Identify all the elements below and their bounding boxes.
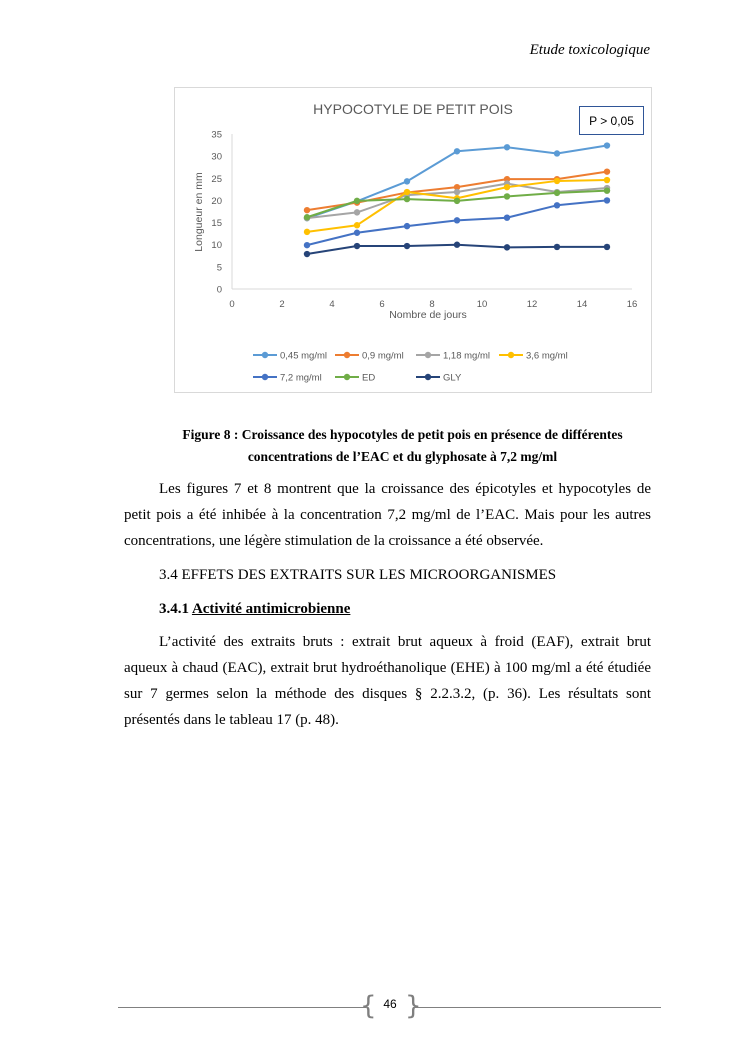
y-tick-label: 5 <box>216 262 222 274</box>
data-point <box>554 190 560 196</box>
legend-marker <box>425 352 431 358</box>
y-tick-label: 10 <box>211 240 222 252</box>
legend-entry <box>335 373 375 384</box>
data-point <box>604 177 610 183</box>
legend-entry <box>335 351 404 362</box>
data-point <box>504 244 510 250</box>
x-tick-label: 2 <box>279 299 285 310</box>
legend-label: ED <box>362 372 376 384</box>
data-point <box>354 222 360 228</box>
legend-entry <box>416 373 462 384</box>
data-point <box>404 243 410 249</box>
data-point <box>404 223 410 229</box>
footer-rule-left <box>118 1007 366 1008</box>
data-point <box>454 217 460 223</box>
x-tick-label: 12 <box>526 299 538 310</box>
legend-entry <box>416 351 490 362</box>
data-point <box>304 207 310 213</box>
left-brace-icon: { <box>360 991 377 1021</box>
x-tick-label: 14 <box>576 299 588 310</box>
data-point <box>454 189 460 195</box>
paragraph-2: L’activité des extraits bruts : extrait brut aqueux à froid (EAF), extrait brut aqueux à chaud (EAC), extrait brut hydroéthanolique (EHE) à 100 mg/ml a été étudiée sur 7 germes selon la méthode des disques § 2.2.3.2, (p. 36). Les résultats sont présentés dans le tableau 17 (p. 48). <box>124 634 651 728</box>
subsection-number: 3.4.1 <box>159 601 189 617</box>
y-tick-label: 30 <box>211 151 222 163</box>
x-tick-label: 0 <box>229 299 235 310</box>
data-point <box>404 178 410 184</box>
series-7 <box>304 242 610 258</box>
y-tick-label: 0 <box>216 284 222 296</box>
data-point <box>504 144 510 150</box>
right-brace-icon: } <box>405 991 422 1021</box>
x-tick-label: 10 <box>476 299 488 310</box>
data-point <box>404 189 410 195</box>
x-tick-label: 4 <box>329 299 335 310</box>
paragraph-1: Les figures 7 et 8 montrent que la croissance des épicotyles et hypocotyles de petit pois a été inhibée à la concentration 7,2 mg/ml de l’EAC. Mais pour les autres concentrations, une légère stimulation de la croissance a été observée. <box>124 481 651 549</box>
data-point <box>354 230 360 236</box>
legend-marker <box>262 374 268 380</box>
data-point <box>354 243 360 249</box>
data-point <box>454 242 460 248</box>
legend-marker <box>508 352 514 358</box>
legend-marker <box>425 374 431 380</box>
figure-caption <box>150 424 655 468</box>
page-number: 46 <box>383 997 397 1011</box>
data-point <box>504 215 510 221</box>
data-point <box>454 148 460 154</box>
y-tick-label: 25 <box>211 173 222 185</box>
caption-line-2: concentrations de l’EAC et du glyphosate à 7,2 mg/ml <box>247 449 558 464</box>
legend-label: 0,9 mg/ml <box>362 350 404 362</box>
caption-line-1: Figure 8 : Croissance des hypocotyles de petit pois en présence de différentes <box>182 427 623 442</box>
legend-label: 7,2 mg/ml <box>280 372 322 384</box>
data-point <box>554 150 560 156</box>
legend-label: 3,6 mg/ml <box>526 350 568 362</box>
data-point <box>354 209 360 215</box>
data-point <box>604 244 610 250</box>
legend-marker <box>344 374 350 380</box>
data-point <box>304 214 310 220</box>
footer-rule-right <box>414 1007 661 1008</box>
data-point <box>604 142 610 148</box>
x-tick-label: 8 <box>429 299 435 310</box>
data-point <box>404 196 410 202</box>
data-point <box>554 244 560 250</box>
x-axis-label: Nombre de jours <box>389 309 467 321</box>
data-point <box>504 184 510 190</box>
data-point <box>504 193 510 199</box>
p-value-annotation: P > 0,05 <box>579 106 644 135</box>
x-tick-label: 16 <box>626 299 638 310</box>
legend-entry <box>499 351 568 362</box>
data-point <box>604 187 610 193</box>
subsection-title: Activité antimicrobienne <box>191 601 351 617</box>
y-axis-label: Longueur en mm <box>193 172 205 252</box>
data-point <box>604 168 610 174</box>
data-point <box>554 202 560 208</box>
chart-title: HYPOCOTYLE DE PETIT POIS <box>313 101 513 117</box>
data-point <box>354 198 360 204</box>
section-heading: 3.4 EFFETS DES EXTRAITS SUR LES MICROORGANISMES <box>159 567 557 583</box>
x-tick-label: 6 <box>379 299 385 310</box>
legend-label: GLY <box>443 372 462 384</box>
subsection-heading <box>159 596 350 622</box>
legend-label: 0,45 mg/ml <box>280 350 327 362</box>
legend-marker <box>344 352 350 358</box>
y-tick-label: 35 <box>211 129 222 141</box>
data-point <box>604 197 610 203</box>
running-header: Etude toxicologique <box>529 42 650 58</box>
series-5 <box>304 197 610 248</box>
legend-entry <box>253 373 322 384</box>
data-point <box>304 242 310 248</box>
legend-label: 1,18 mg/ml <box>443 350 490 362</box>
data-point <box>304 251 310 257</box>
y-tick-label: 15 <box>211 218 222 230</box>
series-1 <box>304 142 610 221</box>
data-point <box>304 229 310 235</box>
data-point <box>454 198 460 204</box>
data-point <box>554 178 560 184</box>
legend-marker <box>262 352 268 358</box>
y-tick-label: 20 <box>211 195 222 207</box>
legend-entry <box>253 351 327 362</box>
